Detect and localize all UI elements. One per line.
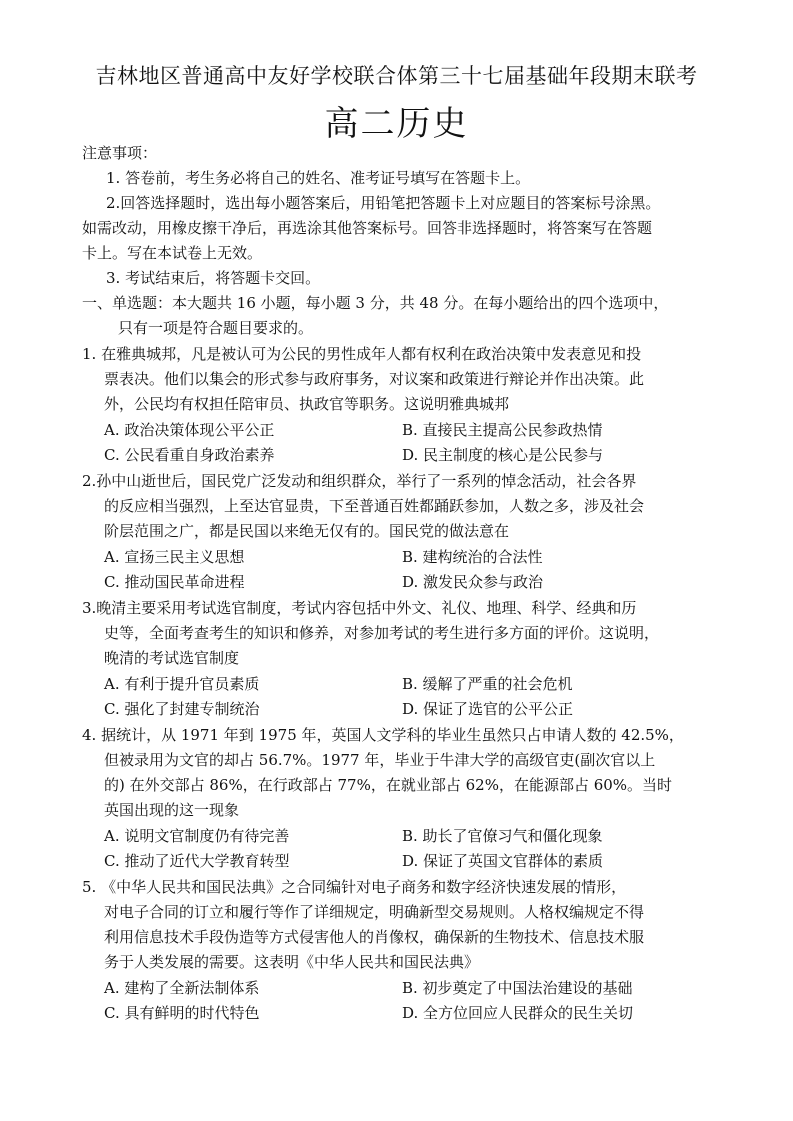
question-3-stem: 3.晚清主要采用考试选官制度，考试内容包括中外文、礼仪、地理、科学、经典和历 bbox=[82, 599, 637, 617]
question-2-stem: 2.孙中山逝世后，国民党广泛发动和组织群众，举行了一系列的悼念活动，社会各界 bbox=[82, 472, 637, 490]
question-1-option-d[interactable]: D. 民主制度的核心是公民参与 bbox=[402, 446, 604, 464]
question-1-stem: 1. 在雅典城邦，凡是被认可为公民的男性成年人都有权利在政治决策中发表意见和投 bbox=[82, 345, 642, 363]
question-5-option-a[interactable]: A. 建构了全新法制体系 bbox=[104, 979, 260, 997]
question-1-option-c[interactable]: C. 公民看重自身政治素养 bbox=[104, 446, 275, 464]
question-2-option-a[interactable]: A. 宣扬三民主义思想 bbox=[104, 548, 245, 566]
question-4-option-c[interactable]: C. 推动了近代大学教育转型 bbox=[104, 852, 290, 870]
question-2-option-c[interactable]: C. 推动国民革命进程 bbox=[104, 573, 245, 591]
notice-heading: 注意事项： bbox=[82, 144, 158, 162]
question-5-option-b[interactable]: B. 初步奠定了中国法治建设的基础 bbox=[402, 979, 633, 997]
notice-line: 卡上。写在本试卷上无效。 bbox=[82, 244, 263, 262]
question-4-stem: 英国出现的这一现象 bbox=[104, 801, 240, 819]
question-3-option-c[interactable]: C. 强化了封建专制统治 bbox=[104, 700, 260, 718]
exam-header-title: 吉林地区普通高中友好学校联合体第三十七届基础年段期末联考 bbox=[95, 64, 698, 88]
question-3-stem: 晚清的考试选官制度 bbox=[104, 649, 240, 667]
question-4-stem: 4. 据统计，从 1971 年到 1975 年，英国人文学科的毕业生虽然只占申请人数的 42.5%， bbox=[82, 726, 684, 744]
question-4-option-d[interactable]: D. 保证了英国文官群体的素质 bbox=[402, 852, 604, 870]
subject-title: 高二历史 bbox=[324, 104, 469, 144]
question-4-option-a[interactable]: A. 说明文官制度仍有待完善 bbox=[104, 827, 290, 845]
question-4-stem: 但被录用为文官的却占 56.7%。1977 年，毕业于牛津大学的高级官吏(副次官以上 bbox=[104, 751, 656, 769]
question-1-stem: 外，公民均有权担任陪审员、执政官等职务。这说明雅典城邦 bbox=[104, 395, 510, 413]
question-1-stem: 票表决。他们以集会的形式参与政府事务，对议案和政策进行辩论并作出决策。此 bbox=[104, 370, 645, 388]
question-1-option-a[interactable]: A. 政治决策体现公平公正 bbox=[104, 421, 275, 439]
question-2-stem: 阶层范围之广，都是民国以来绝无仅有的。国民党的做法意在 bbox=[104, 522, 510, 540]
notice-line: 3. 考试结束后，将答题卡交回。 bbox=[106, 269, 321, 287]
question-3-stem: 史等，全面考查考生的知识和修养，对参加考试的考生进行多方面的评价。这说明， bbox=[104, 624, 660, 642]
notice-line: 如需改动，用橡皮擦干净后，再选涂其他答案标号。回答非选择题时，将答案写在答题 bbox=[82, 219, 653, 237]
question-5-stem: 利用信息技术手段伪造等方式侵害他人的肖像权，确保新的生物技术、信息技术服 bbox=[104, 928, 645, 946]
question-5-stem: 5. 《中华人民共和国民法典》之合同编针对电子商务和数字经济快速发展的情形， bbox=[82, 878, 627, 896]
question-5-option-d[interactable]: D. 全方位回应人民群众的民生关切 bbox=[402, 1004, 634, 1022]
question-3-option-d[interactable]: D. 保证了选官的公平公正 bbox=[402, 700, 574, 718]
question-3-option-b[interactable]: B. 缓解了严重的社会危机 bbox=[402, 675, 573, 693]
question-4-stem: 的) 在外交部占 86%，在行政部占 77%，在就业部占 62%，在能源部占 60%。当时 bbox=[104, 776, 673, 794]
section-heading-cont: 只有一项是符合题目要求的。 bbox=[118, 319, 314, 337]
question-5-stem: 对电子合同的订立和履行等作了详细规定，明确新型交易规则。人格权编规定不得 bbox=[104, 903, 645, 921]
question-4-option-b[interactable]: B. 助长了官僚习气和僵化现象 bbox=[402, 827, 603, 845]
notice-line: 2.回答选择题时，选出每小题答案后，用铅笔把答题卡上对应题目的答案标号涂黑。 bbox=[106, 194, 661, 212]
question-2-option-b[interactable]: B. 建构统治的合法性 bbox=[402, 548, 543, 566]
question-2-stem: 的反应相当强烈，上至达官显贵，下至普通百姓都踊跃参加，人数之多，涉及社会 bbox=[104, 497, 645, 515]
question-5-stem: 务于人类发展的需要。这表明《中华人民共和国民法典》 bbox=[104, 953, 480, 971]
question-3-option-a[interactable]: A. 有利于提升官员素质 bbox=[104, 675, 260, 693]
question-5-option-c[interactable]: C. 具有鲜明的时代特色 bbox=[104, 1004, 260, 1022]
question-1-option-b[interactable]: B. 直接民主提高公民参政热情 bbox=[402, 421, 603, 439]
section-heading: 一、单选题：本大题共 16 小题，每小题 3 分，共 48 分。在每小题给出的四个选项中， bbox=[82, 294, 669, 312]
question-2-option-d[interactable]: D. 激发民众参与政治 bbox=[402, 573, 544, 591]
notice-line: 1. 答卷前，考生务必将自己的姓名、准考证号填写在答题卡上。 bbox=[106, 169, 531, 187]
